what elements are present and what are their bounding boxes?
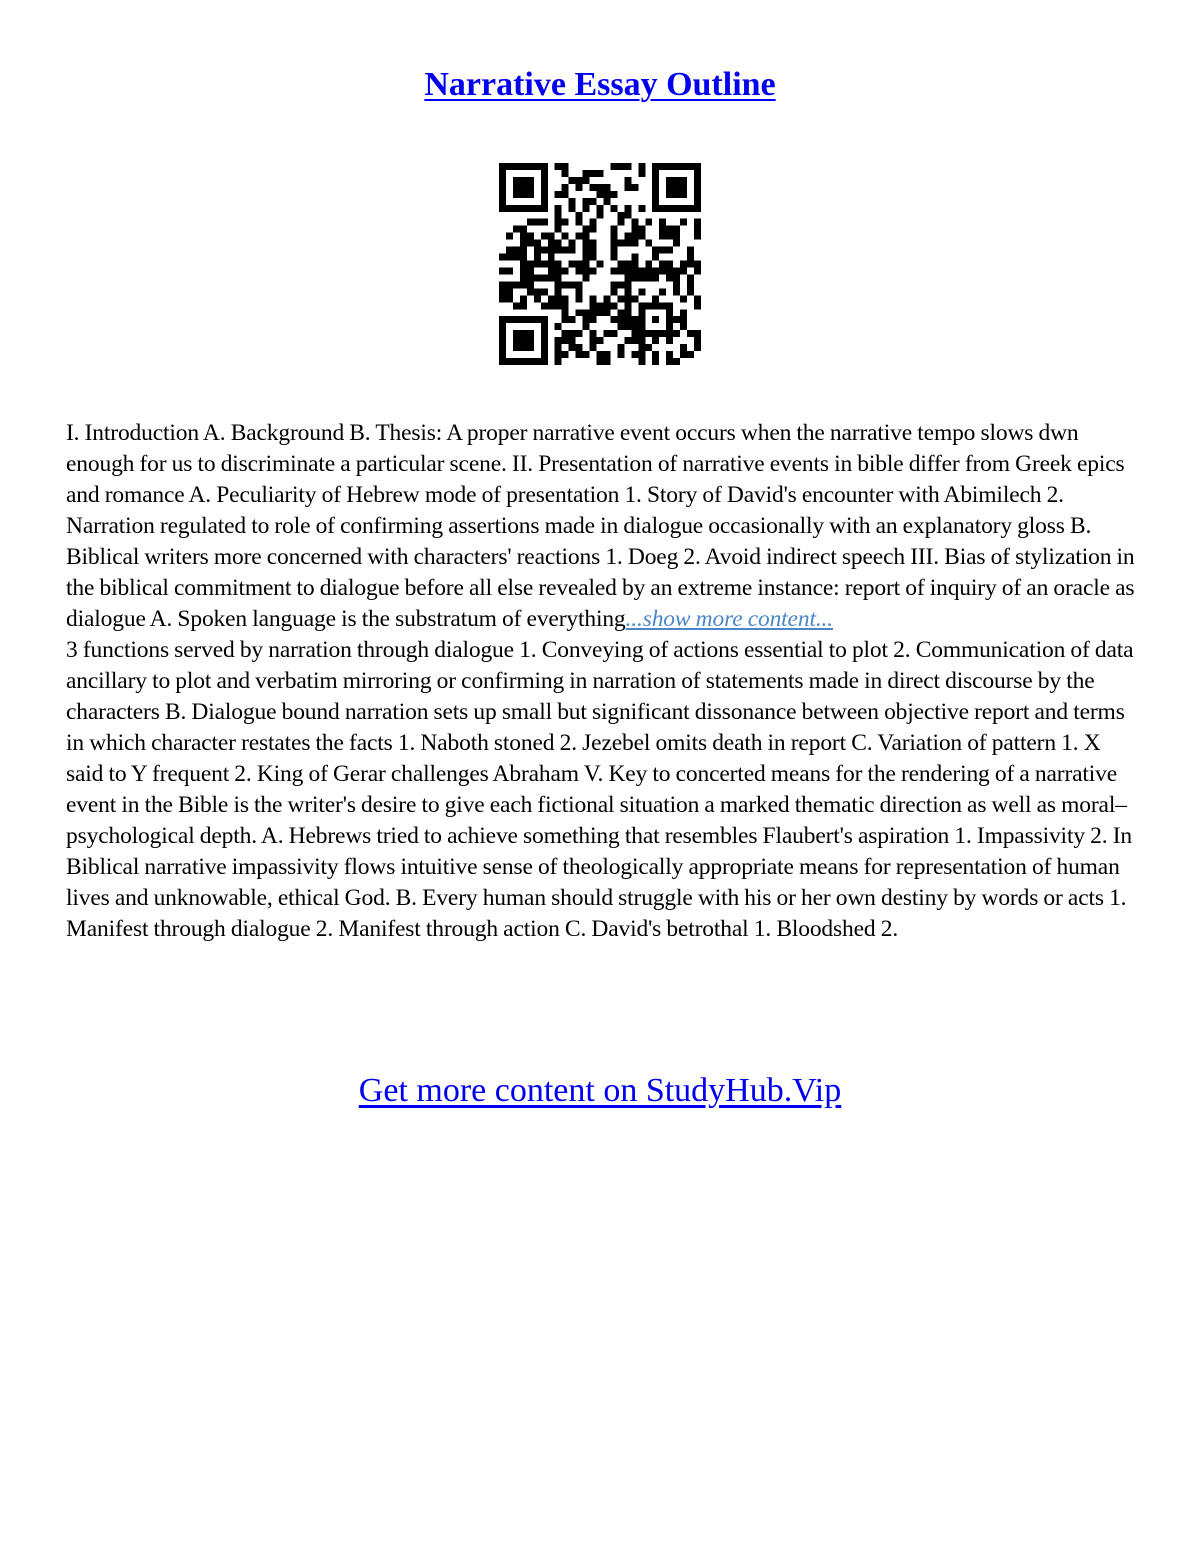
outline-paragraph-2 bbox=[66, 635, 1138, 945]
outline-body bbox=[66, 418, 1138, 945]
outline-paragraph-1 bbox=[66, 418, 1138, 635]
title-link[interactable]: Narrative Essay Outline bbox=[424, 66, 776, 103]
show-more-link[interactable]: ...show more content... bbox=[625, 606, 833, 632]
outline-text-2: 3 functions served by narration through dialogue 1. Conveying of actions essential to plot 2. Communication of data ancillary to plot and verbatim mirroring or confirming in narration of statements made in direct discourse by the characters B. Dialogue bound narration sets up small but significant dissonance between objective report and terms in which character restates the facts 1. Naboth stoned 2. Jezebel omits death in report C. Variation of pattern 1. X said to Y frequent 2. King of Gerar challenges Abraham V. Key to concerted means for the rendering of a narrative event in the Bible is the writer's desire to give each fictional situation a marked thematic direction as well as moral–psychological depth. A. Hebrews tried to achieve something that resembles Flaubert's aspiration 1. Impassivity 2. In Biblical narrative impassivity flows intuitive sense of theologically appropriate means for representation of human lives and unknowable, ethical God. B. Every human should struggle with his or her own destiny by words or acts 1. Manifest through dialogue 2. Manifest through action C. David's betrothal 1. Bloodshed 2. bbox=[66, 637, 1134, 942]
qr-code-graphic bbox=[499, 163, 701, 365]
qr-code-icon bbox=[499, 163, 701, 365]
footer bbox=[0, 1068, 1200, 1114]
document-title bbox=[0, 62, 1200, 108]
outline-text-1: I. Introduction A. Background B. Thesis: A proper narrative event occurs when the narrative tempo slows dwn enough for us to discriminate a particular scene. II. Presentation of narrative events in bible differ from Greek epics and romance A. Peculiarity of Hebrew mode of presentation 1. Story of David's encounter with Abimilech 2. Narration regulated to role of confirming assertions made in dialogue occasionally with an explanatory gloss B. Biblical writers more concerned with characters' reactions 1. Doeg 2. Avoid indirect speech III. Bias of stylization in the biblical commitment to dialogue before all else revealed by an extreme instance: report of inquiry of an oracle as dialogue A. Spoken language is the substratum of everything bbox=[66, 420, 1135, 632]
studyhub-link[interactable]: Get more content on StudyHub.Vip bbox=[358, 1072, 842, 1109]
